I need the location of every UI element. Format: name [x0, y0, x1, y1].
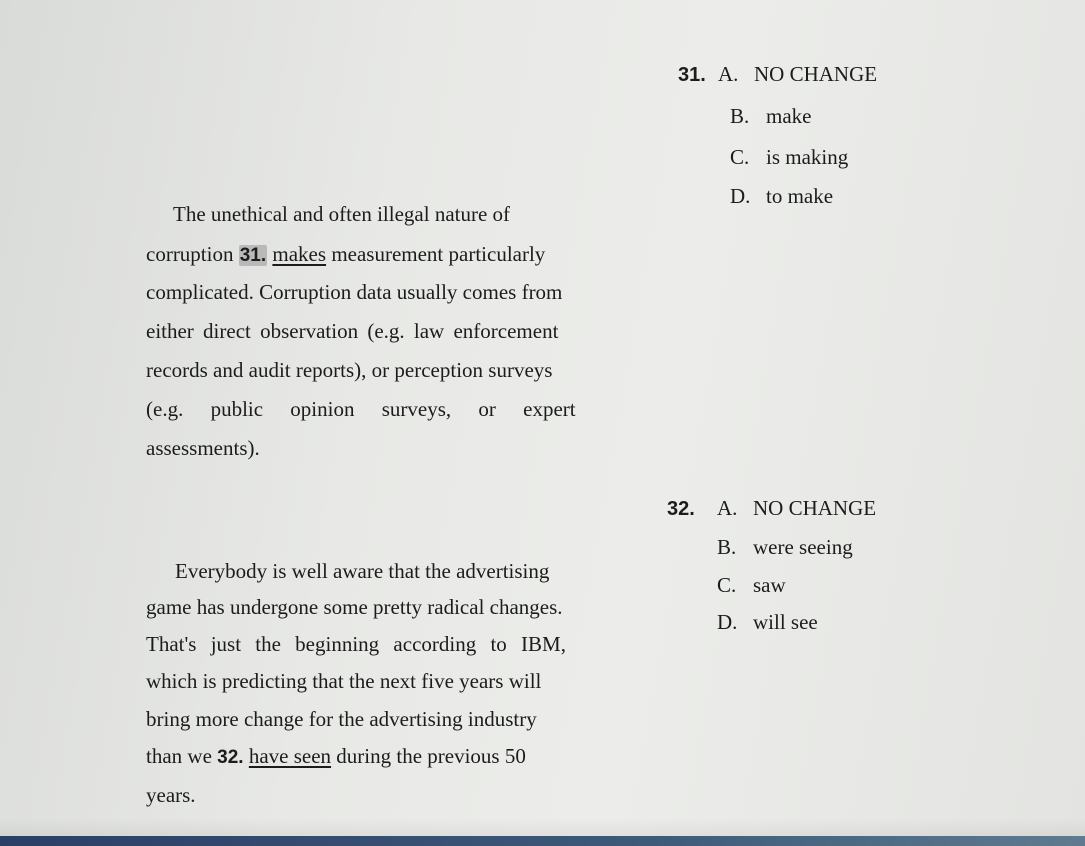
question-32-marker[interactable]: 32.: [217, 747, 244, 768]
passage-2-line-5: bring more change for the advertising industry: [146, 707, 537, 731]
passage-1-line-6: (e.g. public opinion surveys, or expert: [146, 397, 576, 421]
passage-1-line-4: either direct observation (e.g. law enforcement: [146, 319, 559, 343]
passage-2-line-7: years.: [146, 783, 196, 807]
question-31-number: 31.: [678, 64, 706, 86]
desk-edge: [0, 836, 1085, 846]
passage-1-line-5: records and audit reports), or perception surveys: [146, 358, 553, 382]
passage-2-line-6: than we 32. have seen during the previous 50: [146, 744, 526, 768]
question-32-choice-d[interactable]: D. will see: [717, 610, 818, 634]
passage-2-line-4: which is predicting that the next five years will: [146, 669, 542, 693]
passage-2-line-3: That's just the beginning according to IBM,: [146, 632, 566, 656]
passage-1-line-7: assessments).: [146, 436, 260, 460]
question-32-underlined-text[interactable]: have seen: [248, 744, 332, 768]
passage-1-line-2: corruption 31. makes measurement particularly: [146, 242, 546, 266]
question-31-marker[interactable]: 31.: [239, 245, 267, 266]
question-31-choice-a[interactable]: 31. A. NO CHANGE: [678, 62, 878, 86]
question-32-choice-a[interactable]: 32. A. NO CHANGE: [667, 496, 877, 520]
passage-2-line-1: Everybody is well aware that the advertising: [175, 559, 550, 583]
passage-1-line-3: complicated. Corruption data usually comes from: [146, 280, 563, 304]
question-31-underlined-text[interactable]: makes: [272, 242, 327, 266]
question-31-choice-d[interactable]: D. to make: [730, 184, 834, 208]
question-31-choice-b[interactable]: B. make: [730, 104, 812, 128]
question-32-choice-c[interactable]: C. saw: [717, 573, 786, 597]
page-edge-shadow: [0, 818, 1085, 836]
question-32-number: 32.: [667, 498, 695, 520]
passage-2-line-2: game has undergone some pretty radical changes.: [146, 595, 563, 619]
question-32-choice-b[interactable]: B. were seeing: [717, 535, 853, 559]
passage-1-line-1: The unethical and often illegal nature of: [173, 202, 511, 226]
question-31-choice-c[interactable]: C. is making: [730, 145, 849, 169]
